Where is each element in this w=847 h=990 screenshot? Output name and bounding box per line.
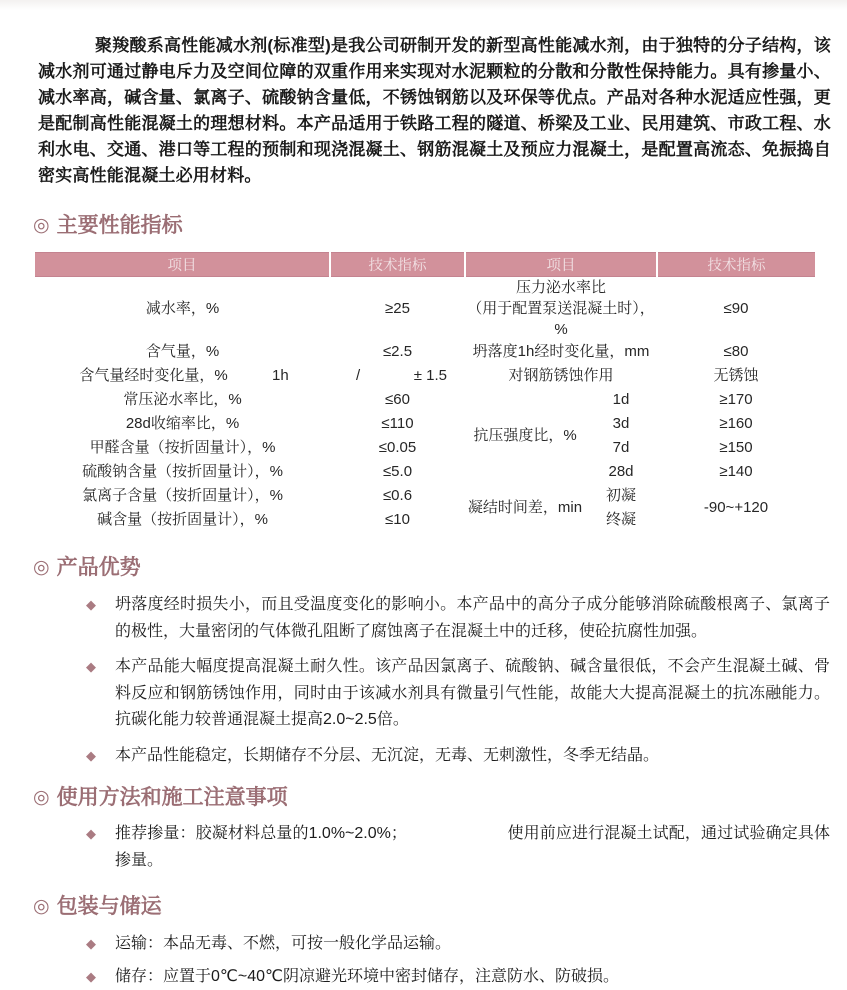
dosage-text: 推荐掺量：胶凝材料总量的1.0%~2.0%； xyxy=(115,825,407,842)
diamond-bullet-icon: ◆ xyxy=(86,743,96,770)
storage-text: 储存：应置于0℃~40℃阴凉避光环境中密封储存，注意防水、防破损。 xyxy=(115,968,619,985)
packaging-list xyxy=(86,931,830,990)
age-cell: 3d xyxy=(585,412,657,436)
double-circle-icon: ◎ xyxy=(33,556,50,580)
col-header-spec-right: 技术指标 xyxy=(657,253,815,277)
advantage-text: 坍落度经时损失小，而且受温度变化的影响小。本产品中的高分子成分能够消除硫酸根离子、氯离子的极性，大量密闭的气体微孔阻断了腐蚀离子在混凝土中的迁移，使砼抗腐性加强。 xyxy=(115,596,830,640)
value-cell: ≤80 xyxy=(657,340,815,364)
item-cell: 氯离子含量（按折固量计），% xyxy=(35,484,330,508)
group-label-cell: 抗压强度比，% xyxy=(465,388,585,484)
value-cell: -90~+120 xyxy=(657,484,815,532)
advantage-text: 本产品能大幅度提高混凝土耐久性。该产品因氯离子、硫酸钠、碱含量很低，不会产生混凝土碱、骨料反应和钢筋锈蚀作用，同时由于该减水剂具有微量引气性能，故能大大提高混凝土的抗冻融能力。抗碳化能力较普通混凝土提高2.0~2.5倍。 xyxy=(115,658,830,728)
section-title-advantages: 产品优势 xyxy=(57,556,141,580)
value-cell: ≤5.0 xyxy=(330,460,465,484)
item-cell: 对钢筋锈蚀作用 xyxy=(465,364,657,388)
item-cell: 硫酸钠含量（按折固量计），% xyxy=(35,460,330,484)
value-cell: ≤60 xyxy=(330,388,465,412)
age-cell: 28d xyxy=(585,460,657,484)
table-row xyxy=(35,340,815,364)
value-cell: ≥25 xyxy=(330,277,465,341)
list-item xyxy=(86,743,830,770)
advantage-text: 本产品性能稳定，长期储存不分层、无沉淀，无毒、无刺激性，冬季无结晶。 xyxy=(115,747,659,764)
table-row xyxy=(35,460,815,484)
double-circle-icon: ◎ xyxy=(33,786,50,810)
diamond-bullet-icon: ◆ xyxy=(86,654,96,681)
section-heading-advantages xyxy=(33,556,847,580)
item-cell: 含气量经时变化量，% 1h xyxy=(35,364,330,388)
section-heading-usage xyxy=(33,786,847,810)
age-cell: 1d xyxy=(585,388,657,412)
item-cell: 含气量，% xyxy=(35,340,330,364)
usage-list xyxy=(86,821,830,874)
col-header-spec-left: 技术指标 xyxy=(330,253,465,277)
advantages-list xyxy=(86,592,830,769)
table-row xyxy=(35,364,815,388)
value-cell: ≤0.05 xyxy=(330,436,465,460)
performance-table xyxy=(35,252,815,532)
value-cell: ≤90 xyxy=(657,277,815,341)
table-header-row xyxy=(35,253,815,277)
value-cell: ≤110 xyxy=(330,412,465,436)
age-cell: 终凝 xyxy=(585,508,657,532)
item-cell: 28d收缩率比，% xyxy=(35,412,330,436)
value-cell: ≥170 xyxy=(657,388,815,412)
double-circle-icon: ◎ xyxy=(33,895,50,919)
list-item xyxy=(86,821,830,874)
value-cell: 无锈蚀 xyxy=(657,364,815,388)
col-header-item-right: 项目 xyxy=(465,253,657,277)
item-cell: 减水率，% xyxy=(35,277,330,341)
section-title-performance: 主要性能指标 xyxy=(57,214,183,238)
section-heading-packaging xyxy=(33,895,847,919)
value-cell: ≥150 xyxy=(657,436,815,460)
value-cell: ≤2.5 xyxy=(330,340,465,364)
value-cell: ≤10 xyxy=(330,508,465,532)
value-cell: ≥160 xyxy=(657,412,815,436)
double-circle-icon: ◎ xyxy=(33,214,50,238)
table-row xyxy=(35,412,815,436)
table-row xyxy=(35,484,815,508)
diamond-bullet-icon: ◆ xyxy=(86,821,96,848)
list-item xyxy=(86,592,830,645)
item-cell: 压力泌水率比 （用于配置泵送混凝土时），% xyxy=(465,277,657,341)
age-cell: 初凝 xyxy=(585,484,657,508)
section-heading-performance xyxy=(33,214,847,238)
col-header-item-left: 项目 xyxy=(35,253,330,277)
list-item xyxy=(86,964,830,990)
group-label-cell: 凝结时间差，min xyxy=(465,484,585,532)
usage-note-text: 使用前应进行混凝土试配，通过试验确定具体掺量。 xyxy=(115,825,830,869)
section-title-usage: 使用方法和施工注意事项 xyxy=(57,786,288,810)
list-item xyxy=(86,931,830,958)
table-row xyxy=(35,388,815,412)
diamond-bullet-icon: ◆ xyxy=(86,931,96,958)
item-cell: 坍落度1h经时变化量，mm xyxy=(465,340,657,364)
value-cell: ≥140 xyxy=(657,460,815,484)
value-cell: ≤0.6 xyxy=(330,484,465,508)
transport-text: 运输：本品无毒、不燃，可按一般化学品运输。 xyxy=(115,935,451,952)
diamond-bullet-icon: ◆ xyxy=(86,592,96,619)
diamond-bullet-icon: ◆ xyxy=(86,964,96,990)
table-row xyxy=(35,436,815,460)
item-cell: 常压泌水率比，% xyxy=(35,388,330,412)
item-cell: 碱含量（按折固量计），% xyxy=(35,508,330,532)
age-cell: 7d xyxy=(585,436,657,460)
value-cell: / ± 1.5 xyxy=(330,364,465,388)
section-title-packaging: 包装与储运 xyxy=(57,895,162,919)
table-row xyxy=(35,277,815,341)
item-cell: 甲醛含量（按折固量计），% xyxy=(35,436,330,460)
intro-paragraph: 聚羧酸系高性能减水剂(标准型)是我公司研制开发的新型高性能减水剂，由于独特的分子结构，该减水剂可通过静电斥力及空间位障的双重作用来实现对水泥颗粒的分散和分散性保持能力。具有掺量小、减水率高，碱含量、氯离子、硫酸钠含量低，不锈蚀钢筋以及环保等优点。产品对各种水泥适应性强，更是配制高性能混凝土的理想材料。本产品适用于铁路工程的隧道、桥梁及工业、民用建筑、市政工程、水利水电、交通、港口等工程的预制和现浇混凝土、钢筋混凝土及预应力混凝土，是配置高流态、免振捣自密实高性能混凝土必用材料。 xyxy=(0,0,847,189)
list-item xyxy=(86,654,830,734)
